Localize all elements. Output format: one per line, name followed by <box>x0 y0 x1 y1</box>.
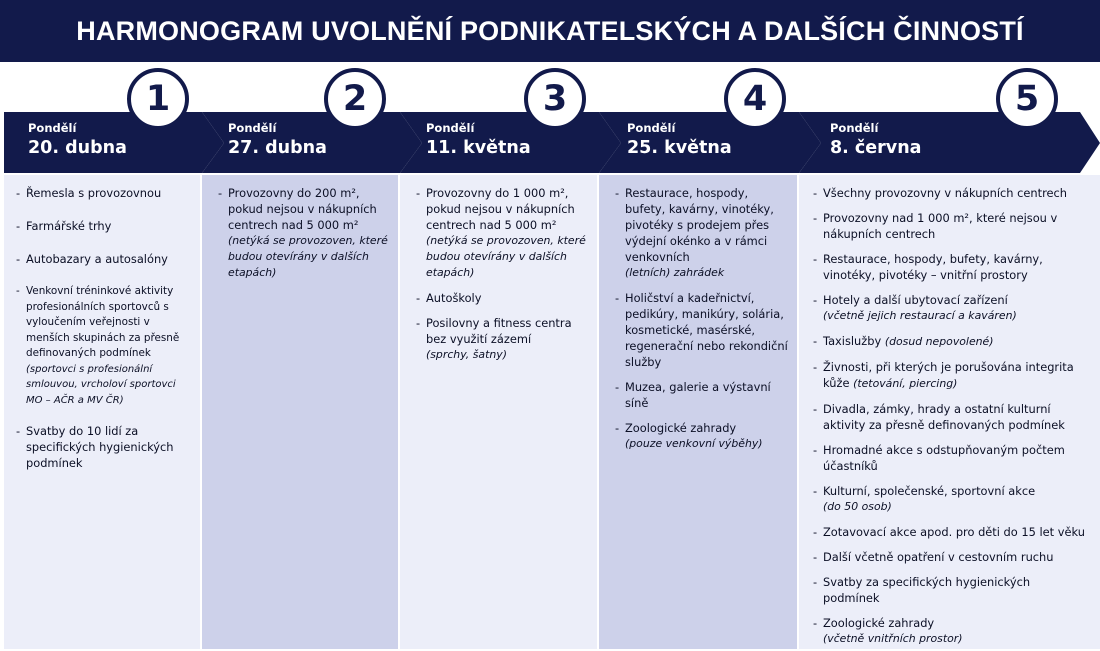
list-item: - Autobazary a autosalóny <box>26 251 192 267</box>
list-item: - Řemesla s provozovnou <box>26 185 192 201</box>
list-item: - Divadla, zámky, hrady a ostatní kulturní aktivity za přesně definovaných podmínek <box>823 401 1088 433</box>
stage-day: Pondělí <box>228 121 277 135</box>
stage-label <box>426 121 531 158</box>
list-item: - Venkovní tréninkové aktivity profesionálních sportovců s vyloučením veřejnosti v menších skupinách za přesně definovaných podmínek (sportovci s profesionální smlouvou, vrcholoví sportovci MO – AČR a MV ČR) <box>26 284 192 408</box>
list-item: - Provozovny do 1 000 m², pokud nejsou v nákupních centrech nad 5 000 m² (netýká se provozoven, které budou otevírány v dalších etapách) <box>426 185 589 281</box>
list-item: - Provozovny nad 1 000 m², které nejsou v nákupních centrech <box>823 210 1088 242</box>
list-item: - Zoologické zahrady (včetně vnitřních prostor) <box>823 615 1088 647</box>
stage-number-badge: 2 <box>324 68 386 130</box>
list-item: - Zoologické zahrady (pouze venkovní výběhy) <box>625 420 789 452</box>
list-item: - Holičství a kadeřnictví, pedikúry, manikúry, solária, kosmetické, masérské, regenerační nebo rekondiční služby <box>625 290 789 370</box>
stage-number-badge: 1 <box>127 68 189 130</box>
stage-label <box>228 121 327 158</box>
stage-column-3 <box>400 175 597 649</box>
stage-label <box>830 121 921 158</box>
stage-number-badge: 4 <box>724 68 786 130</box>
stage-number-badge: 3 <box>524 68 586 130</box>
stage-date: 27. dubna <box>228 138 327 158</box>
list-item: - Další včetně opatření v cestovním ruchu <box>823 549 1088 565</box>
list-item: - Provozovny do 200 m², pokud nejsou v nákupních centrech nad 5 000 m² (netýká se provozoven, které budou otevírány v dalších etapách) <box>228 185 390 281</box>
stage-column-2 <box>202 175 398 649</box>
stage-column-5 <box>799 175 1100 649</box>
list-item: - Kulturní, společenské, sportovní akce (do 50 osob) <box>823 483 1088 515</box>
list-item: - Posilovny a fitness centra bez využití zázemí (sprchy, šatny) <box>426 315 589 363</box>
list-item: - Živnosti, při kterých je porušována integrita kůže (tetování, piercing) <box>823 359 1088 392</box>
list-item: - Hotely a další ubytovací zařízení (včetně jejich restaurací a kaváren) <box>823 292 1088 324</box>
list-item: - Taxislužby (dosud nepovolené) <box>823 333 1088 350</box>
stage-day: Pondělí <box>830 121 879 135</box>
stage-label <box>627 121 732 158</box>
stage-label <box>28 121 127 158</box>
stage-column-1 <box>4 175 200 649</box>
list-item: - Farmářské trhy <box>26 218 192 234</box>
list-item: - Zotavovací akce apod. pro děti do 15 let věku <box>823 524 1088 540</box>
stage-day: Pondělí <box>627 121 676 135</box>
page-title: HARMONOGRAM UVOLNĚNÍ PODNIKATELSKÝCH A DALŠÍCH ČINNOSTÍ <box>76 15 1024 46</box>
list-item: - Všechny provozovny v nákupních centrech <box>823 185 1088 201</box>
stage-date: 11. května <box>426 138 531 158</box>
list-item: - Autoškoly <box>426 290 589 306</box>
list-item: - Restaurace, hospody, bufety, kavárny, vinotéky, pivotéky s prodejem přes výdejní okénko a v rámci venkovních (letních) zahrádek <box>625 185 789 281</box>
list-item: - Svatby do 10 lidí za specifických hygienických podmínek <box>26 423 192 471</box>
stage-day: Pondělí <box>28 121 77 135</box>
list-item: - Restaurace, hospody, bufety, kavárny, vinotéky, pivotéky – vnitřní prostory <box>823 251 1088 283</box>
list-item: - Svatby za specifických hygienických podmínek <box>823 574 1088 606</box>
list-item: - Muzea, galerie a výstavní síně <box>625 379 789 411</box>
stage-date: 20. dubna <box>28 138 127 158</box>
stage-date: 25. května <box>627 138 732 158</box>
stage-date: 8. června <box>830 138 922 158</box>
stage-column-4 <box>599 175 797 649</box>
list-item: - Hromadné akce s odstupňovaným počtem účastníků <box>823 442 1088 474</box>
stage-number-badge: 5 <box>996 68 1058 130</box>
stage-day: Pondělí <box>426 121 475 135</box>
